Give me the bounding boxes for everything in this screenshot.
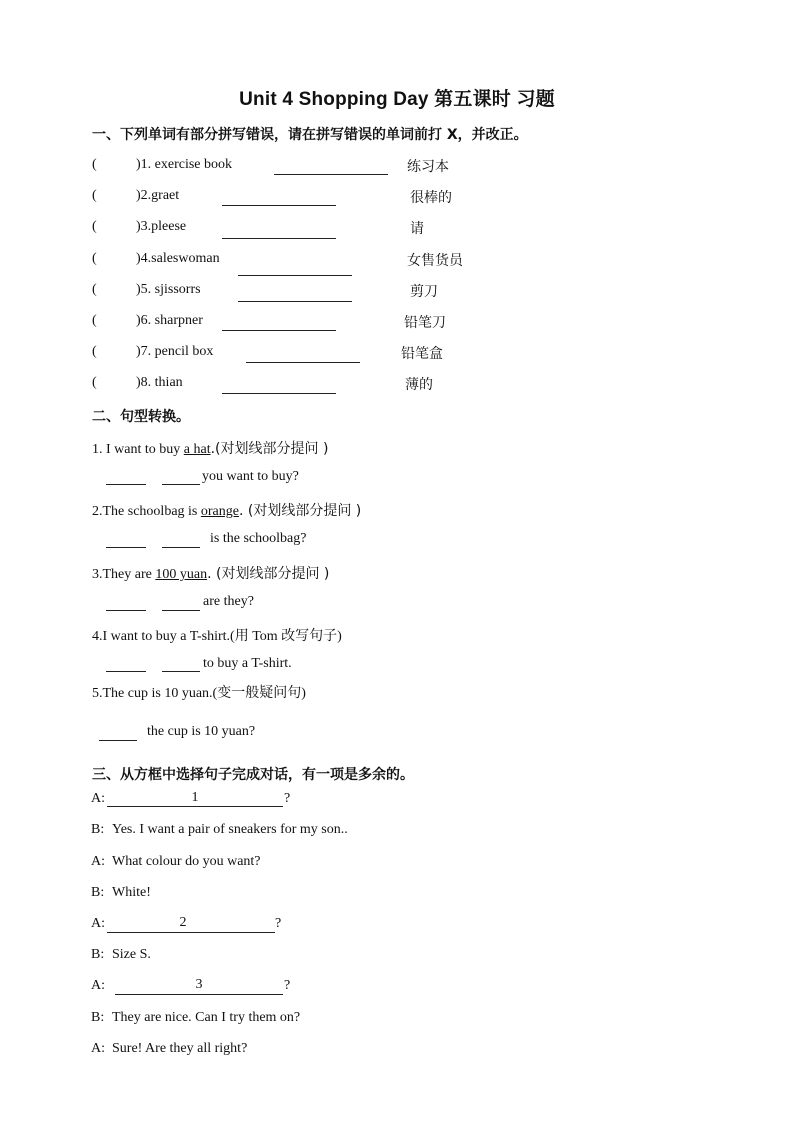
blank-number: 3 xyxy=(195,977,203,992)
answer-blank[interactable] xyxy=(222,205,336,206)
speaker: A: xyxy=(91,1041,105,1056)
blank-number: 1 xyxy=(191,790,199,805)
question-mark: ? xyxy=(284,978,291,993)
answer-blank[interactable] xyxy=(162,484,200,485)
item-word: )3.pleese xyxy=(136,219,187,234)
question-3 xyxy=(92,563,329,583)
speaker: B: xyxy=(91,1010,105,1025)
question-1 xyxy=(92,438,328,458)
answer-blank[interactable] xyxy=(162,547,200,548)
q3-post: . (对划线部分提问 ) xyxy=(207,566,330,582)
q4-answer-text: to buy a T-shirt. xyxy=(203,656,292,671)
answer-blank[interactable] xyxy=(246,362,360,363)
answer-blank[interactable] xyxy=(222,238,336,239)
q3-pre: 3.They are xyxy=(92,567,156,582)
question-5: 5.The cup is 10 yuan.(变一般疑问句) xyxy=(92,686,306,701)
item-word: )4.saleswoman xyxy=(136,251,220,266)
answer-blank[interactable] xyxy=(238,275,352,276)
item-meaning: 铅笔盒 xyxy=(401,346,443,362)
item-paren: ( xyxy=(92,251,97,266)
q1-answer-text: you want to buy? xyxy=(202,469,299,484)
answer-blank[interactable] xyxy=(106,484,146,485)
dialogue-line: They are nice. Can I try them on? xyxy=(112,1010,301,1025)
q2-underlined: orange xyxy=(200,504,239,519)
item-meaning: 练习本 xyxy=(407,159,449,175)
item-word: )2.graet xyxy=(136,188,180,203)
answer-blank[interactable] xyxy=(274,174,388,175)
speaker: A: xyxy=(91,916,105,931)
answer-blank[interactable] xyxy=(106,610,146,611)
item-meaning: 薄的 xyxy=(405,377,433,393)
q2-post: . (对划线部分提问 ) xyxy=(238,503,362,519)
q2-pre: 2.The schoolbag is xyxy=(92,504,201,519)
speaker: A: xyxy=(91,978,105,993)
item-word: )1. exercise book xyxy=(136,157,233,172)
q1-underlined: a hat xyxy=(183,442,211,457)
question-mark: ? xyxy=(284,791,291,806)
answer-blank[interactable] xyxy=(238,301,352,302)
item-paren: ( xyxy=(92,344,97,359)
item-word: )8. thian xyxy=(136,375,183,390)
q3-underlined: 100 yuan xyxy=(155,567,208,582)
item-paren: ( xyxy=(92,313,97,328)
q1-pre: 1. I want to buy xyxy=(92,442,184,457)
answer-blank[interactable] xyxy=(222,393,336,394)
dialogue-blank-3[interactable] xyxy=(115,994,283,995)
section1-heading: 一、下列单词有部分拼写错误，请在拼写错误的单词前打 X，并改正。 xyxy=(92,127,528,143)
answer-blank[interactable] xyxy=(106,547,146,548)
blank-number: 2 xyxy=(179,915,187,930)
item-meaning: 剪刀 xyxy=(410,284,438,300)
item-paren: ( xyxy=(92,157,97,172)
answer-blank[interactable] xyxy=(106,671,146,672)
item-meaning: 请 xyxy=(410,221,424,237)
item-word: )6. sharpner xyxy=(136,313,203,328)
answer-blank[interactable] xyxy=(162,610,200,611)
speaker: B: xyxy=(91,822,105,837)
item-meaning: 铅笔刀 xyxy=(404,315,446,331)
dialogue-line: Sure! Are they all right? xyxy=(112,1041,248,1056)
q3-answer-text: are they? xyxy=(203,594,254,609)
question-2 xyxy=(92,500,361,520)
answer-blank[interactable] xyxy=(222,330,336,331)
q2-answer-text: is the schoolbag? xyxy=(210,531,307,546)
page-title: Unit 4 Shopping Day 第五课时 习题 xyxy=(239,89,555,110)
dialogue-line: Size S. xyxy=(112,947,151,962)
answer-blank[interactable] xyxy=(99,740,137,741)
speaker: B: xyxy=(91,947,105,962)
q5-answer-text: the cup is 10 yuan? xyxy=(147,724,256,739)
speaker: B: xyxy=(91,885,105,900)
item-paren: ( xyxy=(92,375,97,390)
item-paren: ( xyxy=(92,219,97,234)
item-meaning: 很棒的 xyxy=(410,190,452,206)
dialogue-blank-1[interactable] xyxy=(107,806,283,807)
speaker: A: xyxy=(91,791,105,806)
question-mark: ? xyxy=(275,916,282,931)
section3-heading: 三、从方框中选择句子完成对话，有一项是多余的。 xyxy=(92,767,414,783)
speaker: A: xyxy=(91,854,105,869)
question-4: 4.I want to buy a T-shirt.(用 Tom 改写句子) xyxy=(92,629,342,644)
item-paren: ( xyxy=(92,188,97,203)
dialogue-line: What colour do you want? xyxy=(112,854,261,869)
item-word: )7. pencil box xyxy=(136,344,214,359)
dialogue-blank-2[interactable] xyxy=(107,932,275,933)
section2-heading: 二、句型转换。 xyxy=(92,409,190,425)
q1-post: .(对划线部分提问 ) xyxy=(210,441,329,457)
answer-blank[interactable] xyxy=(162,671,200,672)
dialogue-line: White! xyxy=(112,885,151,900)
item-word: )5. sjissorrs xyxy=(136,282,201,297)
item-paren: ( xyxy=(92,282,97,297)
dialogue-line: Yes. I want a pair of sneakers for my son.. xyxy=(112,822,348,837)
item-meaning: 女售货员 xyxy=(407,253,463,269)
